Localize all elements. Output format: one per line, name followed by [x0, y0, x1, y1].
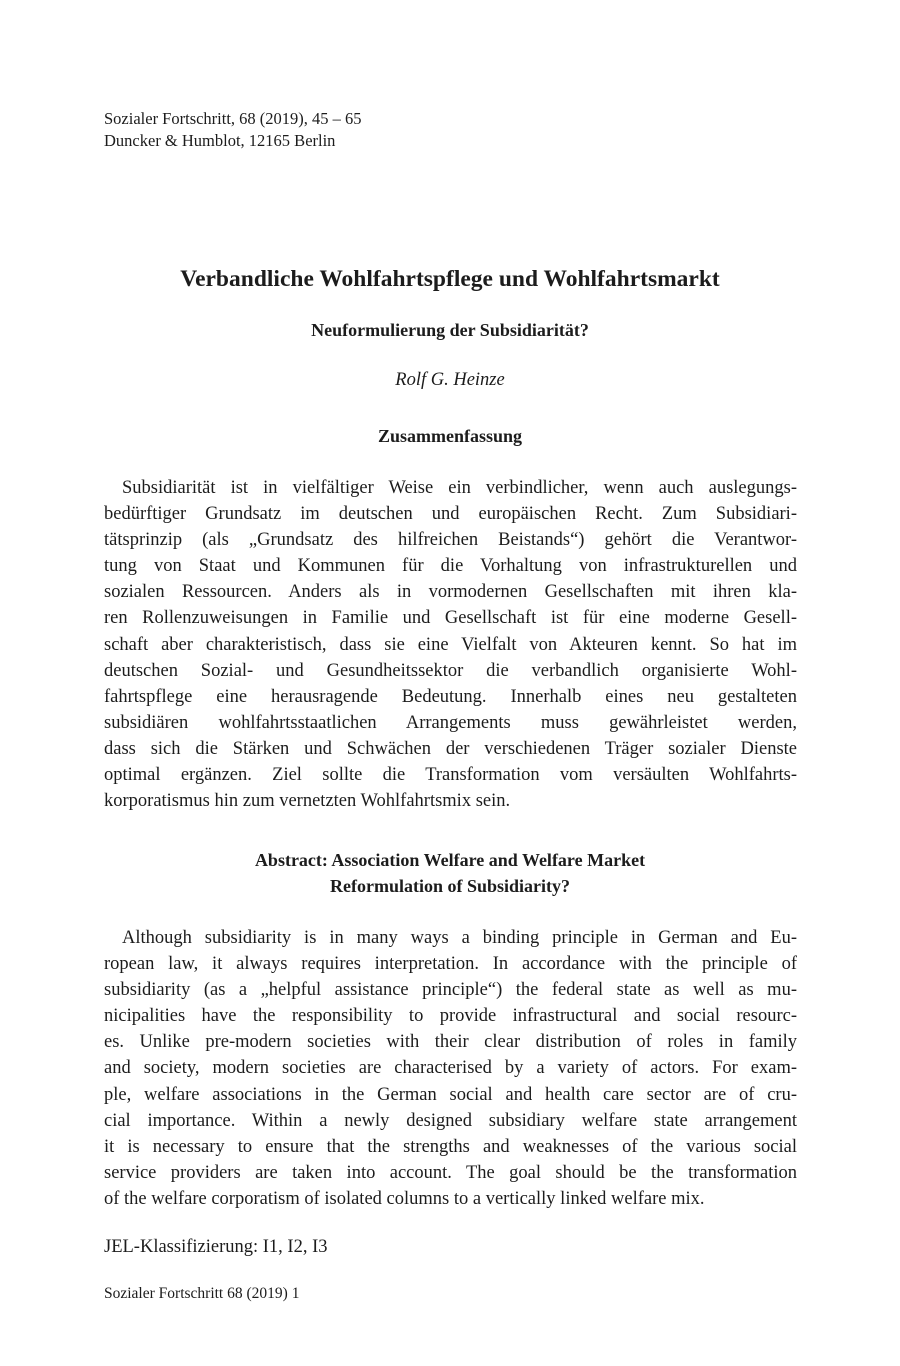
paragraph-line: and society, modern societies are characterised by a variety of actors. For exam- [104, 1058, 797, 1079]
abstract-heading [0, 847, 900, 899]
jel-classification: JEL-Klassifizierung: I1, I2, I3 [104, 1237, 328, 1257]
author-name: Rolf G. Heinze [395, 370, 505, 390]
zusammenfassung-heading-text: Zusammenfassung [377, 426, 523, 446]
paragraph-line: tung von Staat und Kommunen für die Vorhaltung von infrastrukturellen und [104, 556, 797, 577]
paragraph-line: optimal ergänzen. Ziel sollte die Transformation vom versäulten Wohlfahrts- [104, 765, 797, 786]
journal-header [104, 108, 362, 152]
paragraph-line: sozialen Ressourcen. Anders als in vormodernen Gesellschaften mit ihren kla- [104, 582, 797, 603]
paragraph-line: ple, welfare associations in the German social and health care sector are of cru- [104, 1084, 797, 1105]
article-subtitle: Neuformulierung der Subsidiarität? [311, 320, 589, 340]
paragraph-line: Subsidiarität ist in vielfältiger Weise ein verbindlicher, wenn auch auslegungs- [122, 478, 797, 498]
journal-citation: Sozialer Fortschritt, 68 (2019), 45 – 65 [104, 109, 362, 128]
paragraph-line: service providers are taken into account. The goal should be the transformation [104, 1162, 797, 1183]
paragraph-line: ropean law, it always requires interpretation. In accordance with the principle of [104, 954, 797, 975]
paragraph-line: subsidiären wohlfahrtsstaatlichen Arrangements muss gewährleistet werden, [104, 712, 797, 733]
paragraph-line: subsidiarity (as a „helpful assistance principle“) the federal state as well as mu- [104, 980, 797, 1001]
publisher-line: Duncker & Humblot, 12165 Berlin [104, 131, 336, 150]
paragraph-line: of the welfare corporatism of isolated columns to a vertically linked welfare mix. [104, 1188, 705, 1209]
paragraph-line: schaft aber charakteristisch, dass sie eine Vielfalt von Akteuren kennt. So hat im [104, 634, 797, 655]
paragraph-line: korporatismus hin zum vernetzten Wohlfahrtsmix sein. [104, 791, 511, 812]
paragraph-line: es. Unlike pre-modern societies with their clear distribution of roles in family [104, 1032, 797, 1053]
abstract-heading-line2: Reformulation of Subsidiarity? [329, 876, 570, 896]
paragraph-line: fahrtspflege eine herausragende Bedeutung. Innerhalb eines neu gestalteten [104, 686, 797, 707]
zusammenfassung-paragraph [104, 475, 797, 814]
paragraph-line: it is necessary to ensure that the strengths and weaknesses of the various social [104, 1136, 797, 1157]
abstract-heading-line1: Abstract: Association Welfare and Welfare Market [254, 850, 646, 870]
zusammenfassung-heading [0, 423, 900, 449]
paragraph-line: bedürftiger Grundsatz im deutschen und europäischen Recht. Zum Subsidiari- [104, 504, 797, 525]
paragraph-line: nicipalities have the responsibility to provide infrastructural and social resourc- [104, 1006, 797, 1027]
page-footer: Sozialer Fortschritt 68 (2019) 1 [104, 1285, 300, 1302]
paragraph-line: dass sich die Stärken und Schwächen der verschiedenen Träger sozialer Dienste [104, 738, 797, 759]
paragraph-line: Although subsidiarity is in many ways a binding principle in German and Eu- [122, 928, 797, 948]
paragraph-line: tätsprinzip (als „Grundsatz des hilfreichen Beistands“) gehört die Verantwor- [104, 530, 797, 551]
paragraph-line: ren Rollenzuweisungen in Familie und Gesellschaft ist für eine moderne Gesell- [104, 608, 797, 629]
abstract-paragraph [104, 925, 797, 1212]
paragraph-line: deutschen Sozial- und Gesundheitssektor die verbandlich organisierte Wohl- [104, 660, 797, 681]
article-title: Verbandliche Wohlfahrtspflege und Wohlfahrtsmarkt [180, 266, 720, 292]
paragraph-line: cial importance. Within a newly designed subsidiary welfare state arrangement [104, 1110, 797, 1131]
